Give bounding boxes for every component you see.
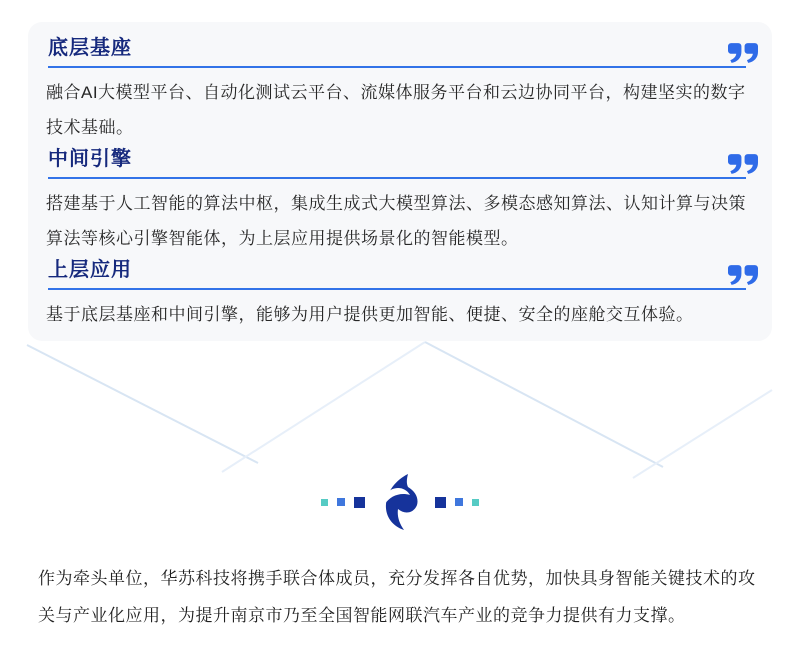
section-title: 上层应用	[48, 259, 132, 281]
double-quote-icon	[728, 42, 758, 64]
logo-dot-blue	[337, 498, 345, 506]
logo-dot-teal	[472, 499, 479, 506]
section-title: 底层基座	[48, 37, 132, 59]
section-header	[48, 36, 746, 68]
logo-dot-blue-large	[354, 497, 365, 508]
logo-dot-teal	[321, 499, 328, 506]
double-quote-icon	[728, 153, 758, 175]
section-body: 基于底层基座和中间引擎，能够为用户提供更加智能、便捷、安全的座舱交互体验。	[46, 305, 694, 324]
info-card	[28, 22, 772, 341]
footer-paragraph: 作为牵头单位，华苏科技将携手联合体成员，充分发挥各自优势，加快具身智能关键技术的攻关与产业化应用，为提升南京市乃至全国智能网联汽车产业的竞争力提供有力支撑。	[38, 569, 756, 625]
logo-dot-blue-large	[435, 497, 446, 508]
section-upper-application	[28, 258, 772, 332]
section-header	[48, 147, 746, 179]
swoosh-logo-icon	[382, 474, 418, 530]
double-quote-icon	[728, 264, 758, 286]
logo-dot-blue	[455, 498, 463, 506]
section-header	[48, 258, 746, 290]
section-body: 搭建基于人工智能的算法中枢，集成生成式大模型算法、多模态感知算法、认知计算与决策算法等核心引擎智能体，为上层应用提供场景化的智能模型。	[46, 194, 746, 248]
section-base-layer	[28, 36, 772, 145]
section-title: 中间引擎	[48, 148, 132, 170]
section-body: 融合AI大模型平台、自动化测试云平台、流媒体服务平台和云边协同平台，构建坚实的数字技术基础。	[46, 83, 746, 137]
section-middle-engine	[28, 147, 772, 256]
logo	[0, 472, 800, 532]
